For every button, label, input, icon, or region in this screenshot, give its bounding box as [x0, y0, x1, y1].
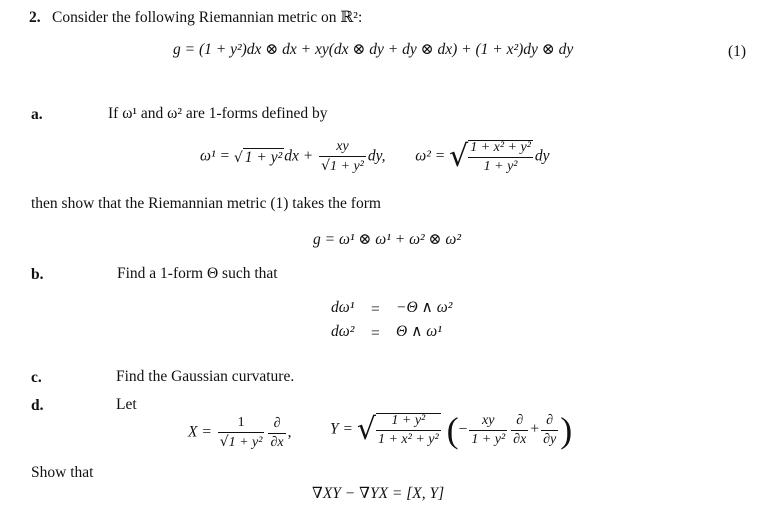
- part-c-text: Find the Gaussian curvature.: [116, 368, 295, 385]
- omega1-dx: dx +: [284, 147, 318, 165]
- omega1-sqrt: √ 1 + y²: [233, 149, 283, 167]
- y-sqrt-den: 1 + x² + y²: [377, 432, 439, 447]
- y-frac-num: xy: [482, 412, 495, 428]
- part-a-label: a.: [31, 106, 43, 123]
- omega2-sqrt: √ $\frac{\text{1 + x² + y²}}{\text{1 + y²}}$: [449, 139, 531, 174]
- y-partial-den-2: ∂y: [543, 431, 557, 447]
- x-partial-den: ∂x: [270, 434, 284, 450]
- then-text: then show that the Riemannian metric (1) takes the form: [31, 195, 381, 212]
- omega1-frac-den: √1 + y²: [321, 158, 364, 174]
- show-that-text: Show that: [31, 464, 94, 481]
- omega1-fraction: [319, 140, 366, 174]
- metric-equation: g = (1 + y²)dx ⊗ dx + xy(dx ⊗ dy + dy ⊗ dx) + (1 + x²)dy ⊗ dy: [173, 41, 574, 58]
- omega1-sqrt-radicand: 1 + y²: [244, 149, 283, 167]
- part-d-text: Let: [116, 396, 137, 413]
- x-frac-den-radicand: 1 + y²: [228, 435, 263, 450]
- x-partial-num: ∂: [273, 415, 281, 431]
- y-partial-num-2: ∂: [546, 412, 554, 428]
- x-frac-num: 1: [237, 415, 245, 430]
- x-frac-den: √1 + y²: [219, 434, 263, 450]
- y-partial-y: [541, 414, 558, 447]
- b-eq1-lhs: dω¹: [331, 299, 355, 316]
- form-equation: g = ω¹ ⊗ ω¹ + ω² ⊗ ω²: [313, 231, 462, 248]
- y-plus: +: [530, 420, 540, 438]
- b-eq2-equals: =: [371, 325, 380, 342]
- part-a-text: If ω¹ and ω² are 1-forms defined by: [108, 105, 328, 122]
- problem-intro: Consider the following Riemannian metric on ℝ²:: [52, 9, 363, 26]
- y-definition: [330, 412, 572, 448]
- omega-definitions: [200, 140, 550, 174]
- x-partial: [268, 417, 285, 450]
- y-partial-x: [511, 414, 528, 447]
- b-eq2-lhs: dω²: [331, 323, 355, 340]
- x-comma: ,: [287, 423, 292, 441]
- y-fraction: [469, 414, 507, 447]
- y-minus: −: [458, 420, 468, 438]
- y-lhs: Y =: [330, 420, 353, 438]
- y-frac-den: 1 + y²: [471, 431, 506, 447]
- b-eq1-equals: =: [371, 301, 380, 318]
- x-lhs: X =: [188, 423, 212, 441]
- y-sqrt: √ $\frac{\text{1 + y²}}{\text{1 + x² + y²}}$: [356, 412, 439, 447]
- part-b-label: b.: [31, 266, 44, 283]
- part-d-label: d.: [31, 397, 44, 414]
- equation-number: (1): [728, 43, 747, 60]
- problem-number: 2.: [29, 9, 41, 26]
- left-paren: (: [446, 410, 459, 450]
- omega1-dy: dy,: [367, 147, 386, 165]
- b-eq2-rhs: Θ ∧ ω¹: [396, 323, 442, 340]
- omega2-lhs: ω² =: [415, 147, 446, 165]
- omega1-frac-den-radicand: 1 + y²: [330, 159, 364, 174]
- omega1-lhs: ω¹ =: [200, 147, 234, 165]
- omega2-frac-den: 1 + y²: [468, 157, 533, 174]
- part-c-label: c.: [31, 369, 42, 386]
- omega2-dy: dy: [534, 147, 550, 165]
- y-sqrt-num: 1 + y²: [391, 413, 426, 428]
- x-fraction: [218, 416, 265, 450]
- x-definition: [188, 416, 291, 450]
- omega2-frac-num: 1 + x² + y²: [470, 140, 531, 155]
- y-partial-den-1: ∂x: [513, 431, 527, 447]
- b-eq1-rhs: −Θ ∧ ω²: [396, 299, 453, 316]
- commutator-equation: ∇XY − ∇YX = [X, Y]: [312, 485, 445, 502]
- y-partial-num-1: ∂: [516, 412, 524, 428]
- part-b-text: Find a 1-form Θ such that: [117, 265, 278, 282]
- omega1-frac-num: xy: [336, 139, 349, 154]
- right-paren: ): [560, 410, 573, 450]
